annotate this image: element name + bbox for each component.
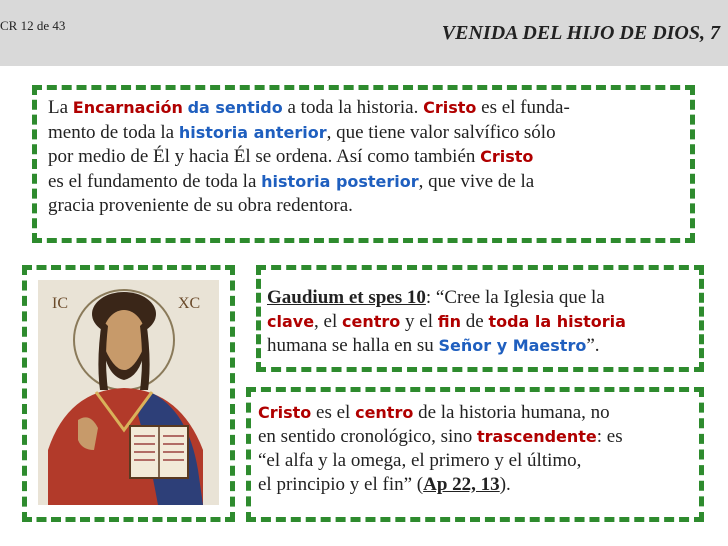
kw-clave: clave: [267, 312, 315, 331]
icon-monogram-right: XC: [178, 295, 201, 312]
kw-cristo-3: Cristo: [258, 403, 312, 422]
centro-text: [258, 401, 623, 497]
intro-text: [48, 96, 570, 219]
kw-toda-la-historia: toda la historia: [488, 312, 626, 331]
kw-cristo: Cristo: [423, 98, 477, 117]
intro-line-1: La Encarnación da sentido a toda la historia. Cristo es el funda-: [48, 97, 570, 118]
slide-title: VENIDA DEL HIJO DE DIOS, 7: [441, 22, 720, 44]
kw-historia-posterior: historia posterior: [261, 171, 419, 191]
apocalipsis-ref: Ap 22, 13: [423, 474, 500, 495]
kw-centro-2: centro: [355, 403, 414, 422]
kw-historia-anterior: historia anterior: [178, 122, 327, 142]
intro-line-2: mento de toda la historia anterior, que tiene valor salvífico sólo: [48, 121, 556, 143]
kw-senor-y-maestro: Señor y Maestro: [438, 336, 587, 355]
intro-line-4: es el fundamento de toda la historia posterior, que vive de la: [48, 170, 535, 192]
gaudium-line-2: clave, el centro y el fin de toda la historia: [267, 311, 626, 332]
kw-encarnacion: Encarnación: [72, 98, 183, 117]
gaudium-line-3: humana se halla en su Señor y Maestro”.: [267, 335, 600, 356]
centro-line-1: Cristo es el centro de la historia humana, no: [258, 402, 610, 423]
kw-cristo-2: Cristo: [480, 147, 534, 166]
centro-line-4: el principio y el fin” (Ap 22, 13).: [258, 474, 511, 495]
kw-fin: fin: [437, 312, 461, 331]
gaudium-line-1: Gaudium et spes 10: “Cree la Iglesia que la: [267, 287, 605, 308]
slide-header: [0, 0, 728, 66]
icon-monogram-left: IC: [52, 295, 68, 312]
kw-centro: centro: [342, 312, 401, 331]
kw-trascendente: trascendente: [477, 427, 597, 446]
christ-icon-image: [38, 280, 219, 505]
slide-number: CR 12 de 43: [0, 18, 66, 33]
centro-line-3: “el alfa y la omega, el primero y el último,: [258, 450, 582, 471]
centro-line-2: en sentido cronológico, sino trascendente: es: [258, 426, 623, 447]
gaudium-text: [267, 286, 626, 358]
intro-line-3: por medio de Él y hacia Él se ordena. Así como también Cristo: [48, 146, 534, 167]
gaudium-ref: Gaudium et spes 10: [267, 287, 426, 308]
kw-da-sentido: da sentido: [187, 98, 283, 117]
intro-line-5: gracia proveniente de su obra redentora.: [48, 195, 353, 216]
